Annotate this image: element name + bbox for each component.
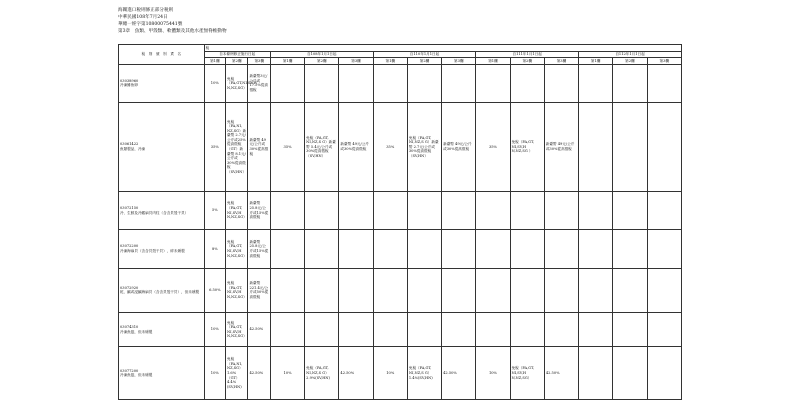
table-row [119,103,682,192]
rate-cell [544,64,578,102]
tariff-item-cell [119,103,205,192]
header-column-label: 第1欄 [270,58,304,65]
rate-cell: 免稅（PA,GT, NI,NZ,S G）2.9%(SV,HN) [305,347,339,400]
rate-cell [613,230,647,268]
rate-cell [270,191,304,229]
header-period: 自本條例修正施行日起 [204,51,270,58]
header-period: 自108年1月1日起 [270,51,373,58]
rate-cell [544,230,578,268]
table-row [119,64,682,102]
rate-cell: 42.50% [339,347,373,400]
rate-cell: 5% [204,191,225,229]
tariff-item-cell [119,230,205,268]
rate-cell: 10% [204,347,225,400]
rate-cell: 免稅（PA,GT, NI,SV,H N,NZ,SG） [226,313,248,347]
rate-cell [579,64,613,102]
tariff-table [118,44,682,400]
rate-cell: 10% [476,347,510,400]
tariff-code: 03061422 [120,142,139,147]
tariff-item-cell [119,268,205,312]
item-name: 乾、鹹或浸鹹海扇貝（含含貝殼干貝），但未燻製 [120,290,200,295]
rate-cell [270,313,304,347]
item-name: 冷凍魚翅，但未燻製 [120,329,153,334]
rate-cell [544,268,578,312]
item-name: 冷、生鮮及冷藏扇貝肉柱（含含貝殼干貝） [120,210,189,215]
rate-cell [407,191,441,229]
rate-cell [407,268,441,312]
tariff-item-cell [119,191,205,229]
rate-cell [270,230,304,268]
chapter-heading: 第3章 魚類、甲殼類、軟體類及其他水產無脊椎動物 [118,29,227,34]
rate-cell [476,191,510,229]
rate-cell: 42.50% [544,347,578,400]
rate-cell: 免稅（PA,GT, NI,SV,H N,NZ,SG） [226,230,248,268]
rate-cell [373,191,407,229]
rate-cell [613,103,647,192]
header-column-label: 第1欄 [579,58,613,65]
rate-cell: 新臺幣 49元/公斤或30%從高徵稅 [442,103,476,192]
rate-cell [442,230,476,268]
rate-cell [305,64,339,102]
rate-cell [613,313,647,347]
rate-cell [647,64,681,102]
rate-cell [613,191,647,229]
rate-cell [579,191,613,229]
rate-cell: 42.50% [248,313,270,347]
rate-cell: 免稅（PA,GT, NI,SV,H N,NZ,SG） [226,191,248,229]
rate-cell [339,230,373,268]
rate-cell [579,347,613,400]
rate-cell [373,230,407,268]
rate-cell: 42.50% [248,347,270,400]
item-name: 冷凍海扇貝（含含貝殼干貝），碎未燻製 [120,249,185,254]
rate-cell: 35% [373,103,407,192]
rate-cell [647,103,681,192]
rate-cell: 新臺幣 49元/公斤或30%從高徵稅 [339,103,373,192]
rate-cell [647,313,681,347]
rate-cell [544,313,578,347]
rate-cell [373,313,407,347]
rate-cell [305,268,339,312]
rate-cell [373,64,407,102]
rate-cell: 10% [270,347,304,400]
rate-cell: 免稅（PA,NI, NZ,SG）1.6%（GT）4.4%(SV,HN) [226,347,248,400]
rate-cell [647,268,681,312]
rate-cell [544,191,578,229]
rate-cell [510,191,544,229]
header-period: 自110年1月1日起 [373,51,476,58]
header-tariff-number: 稅 則 號 別 貨 名 [119,45,205,65]
doc-date: 中華民國108年7月24日 [118,15,168,20]
tariff-code: 03072920 [120,285,139,290]
rate-cell: 免稅（PA,GT, NI,SV,H N,NZ,SG） [226,268,248,312]
rate-cell: 免稅（PA,GT,NI,SV,H N,NZ,SG） [226,64,248,102]
rate-cell [270,64,304,102]
tariff-code: 03074310 [120,325,139,330]
header-column-label: 第2欄 [613,58,647,65]
header-column-label: 第2欄 [510,58,544,65]
rate-cell [373,268,407,312]
rate-cell [442,268,476,312]
rate-cell [442,191,476,229]
table-row [119,230,682,268]
rate-cell: 新臺幣 25.8元/公斤或15%從高徵稅 [248,191,270,229]
tariff-item-cell [119,347,205,400]
table-row [119,313,682,347]
header-column-label: 第3欄 [544,58,578,65]
rate-cell [407,313,441,347]
rate-cell: 免稅（PA,GT, NI,SV,H N,NZ,SG） [510,347,544,400]
rate-cell: 免稅（PA,GT, NI,NZ,S G）新臺幣 2.7元/公斤或30%從高徵稅（SV,HN） [407,103,441,192]
rate-cell [579,313,613,347]
rate-cell: 35% [476,103,510,192]
table-row [119,268,682,312]
rate-cell [579,230,613,268]
header-column-label: 第3欄 [339,58,373,65]
tariff-code: 03077200 [120,368,139,373]
rate-cell: 免稅（PA,GT, NI,NZ,S G）1.4%(SV,HN) [407,347,441,400]
header-period: 自111年1月1日起 [476,51,579,58]
rate-cell: 免稅（PA,NI, NZ,SG）新臺幣 2.7元/公斤或25%從高徵稅（GT）新臺幣 8.1元/公斤或 30%從高徵稅 （SV,HN） [226,103,248,192]
doc-reference: 華總一經字第10800075441號 [118,22,183,27]
doc-title: 海關進口稅則修正部分稅則 [118,8,174,13]
rate-cell: 10% [373,347,407,400]
header-tax-rate: 稅 [204,45,681,52]
rate-cell: 8% [204,230,225,268]
rate-cell [510,230,544,268]
header-column-label: 第2欄 [226,58,248,65]
rate-cell [339,313,373,347]
rate-cell [339,191,373,229]
rate-cell: 35% [204,103,225,192]
table-row [119,347,682,400]
rate-cell [305,191,339,229]
rate-cell [579,268,613,312]
rate-cell [305,230,339,268]
rate-cell [613,268,647,312]
rate-cell [647,191,681,229]
rate-cell [305,313,339,347]
rate-cell [442,313,476,347]
header-column-label: 第3欄 [647,58,681,65]
rate-cell [613,347,647,400]
header-period: 自112年1月1日起 [579,51,682,58]
rate-cell [270,268,304,312]
tariff-code: 03072200 [120,244,139,249]
header-column-label: 第1欄 [373,58,407,65]
rate-cell [476,64,510,102]
tariff-code: 03072150 [120,206,139,211]
rate-cell: 新臺幣 25.8元/公斤或15%從高徵稅 [248,230,270,268]
tariff-item-cell [119,64,205,102]
rate-cell [510,268,544,312]
rate-cell [579,103,613,192]
rate-cell [647,230,681,268]
rate-cell [613,64,647,102]
header-column-label: 第2欄 [305,58,339,65]
item-name: 魚類製品，冷凍 [120,147,146,152]
rate-cell: 6.50% [204,268,225,312]
rate-cell [476,313,510,347]
rate-cell: 免稅（PA,GT, NI,NZ,S G）新臺幣 5.4元/公斤或30%從高徵稅（SV,HN） [305,103,339,192]
header-column-label: 第3欄 [248,58,270,65]
rate-cell: 新臺幣3元/公斤或17.5%從高徵稅 [248,64,270,102]
item-name: 冷凍鯡魚卵 [120,83,138,88]
rate-cell [476,230,510,268]
rate-cell: 新臺幣 49元/公斤或30%從高徵稅 [544,103,578,192]
rate-cell [510,64,544,102]
rate-cell [442,64,476,102]
rate-cell: 新臺幣 49元/公斤或30%從高徵稅 [248,103,270,192]
tariff-item-cell [119,313,205,347]
rate-cell [647,347,681,400]
rate-cell: 10% [204,313,225,347]
rate-cell [510,313,544,347]
rate-cell: 10% [204,64,225,102]
item-name: 冷凍魚翅，但未燻製 [120,373,153,378]
rate-cell [339,268,373,312]
header-column-label: 第1欄 [476,58,510,65]
rate-cell [407,230,441,268]
rate-cell: 免稅（PA,GT, NI,SV,H N,NZ,SG ） [510,103,544,192]
rate-cell: 42.50% [442,347,476,400]
rate-cell [407,64,441,102]
rate-cell [339,64,373,102]
header-column-label: 第3欄 [442,58,476,65]
header-column-label: 第2欄 [407,58,441,65]
tariff-code: 03038960 [120,78,139,83]
header-column-label: 第1欄 [204,58,225,65]
rate-cell: 35% [270,103,304,192]
rate-cell: 新臺幣 221.4元/公斤或50%從高徵稅 [248,268,270,312]
table-row [119,191,682,229]
rate-cell [476,268,510,312]
